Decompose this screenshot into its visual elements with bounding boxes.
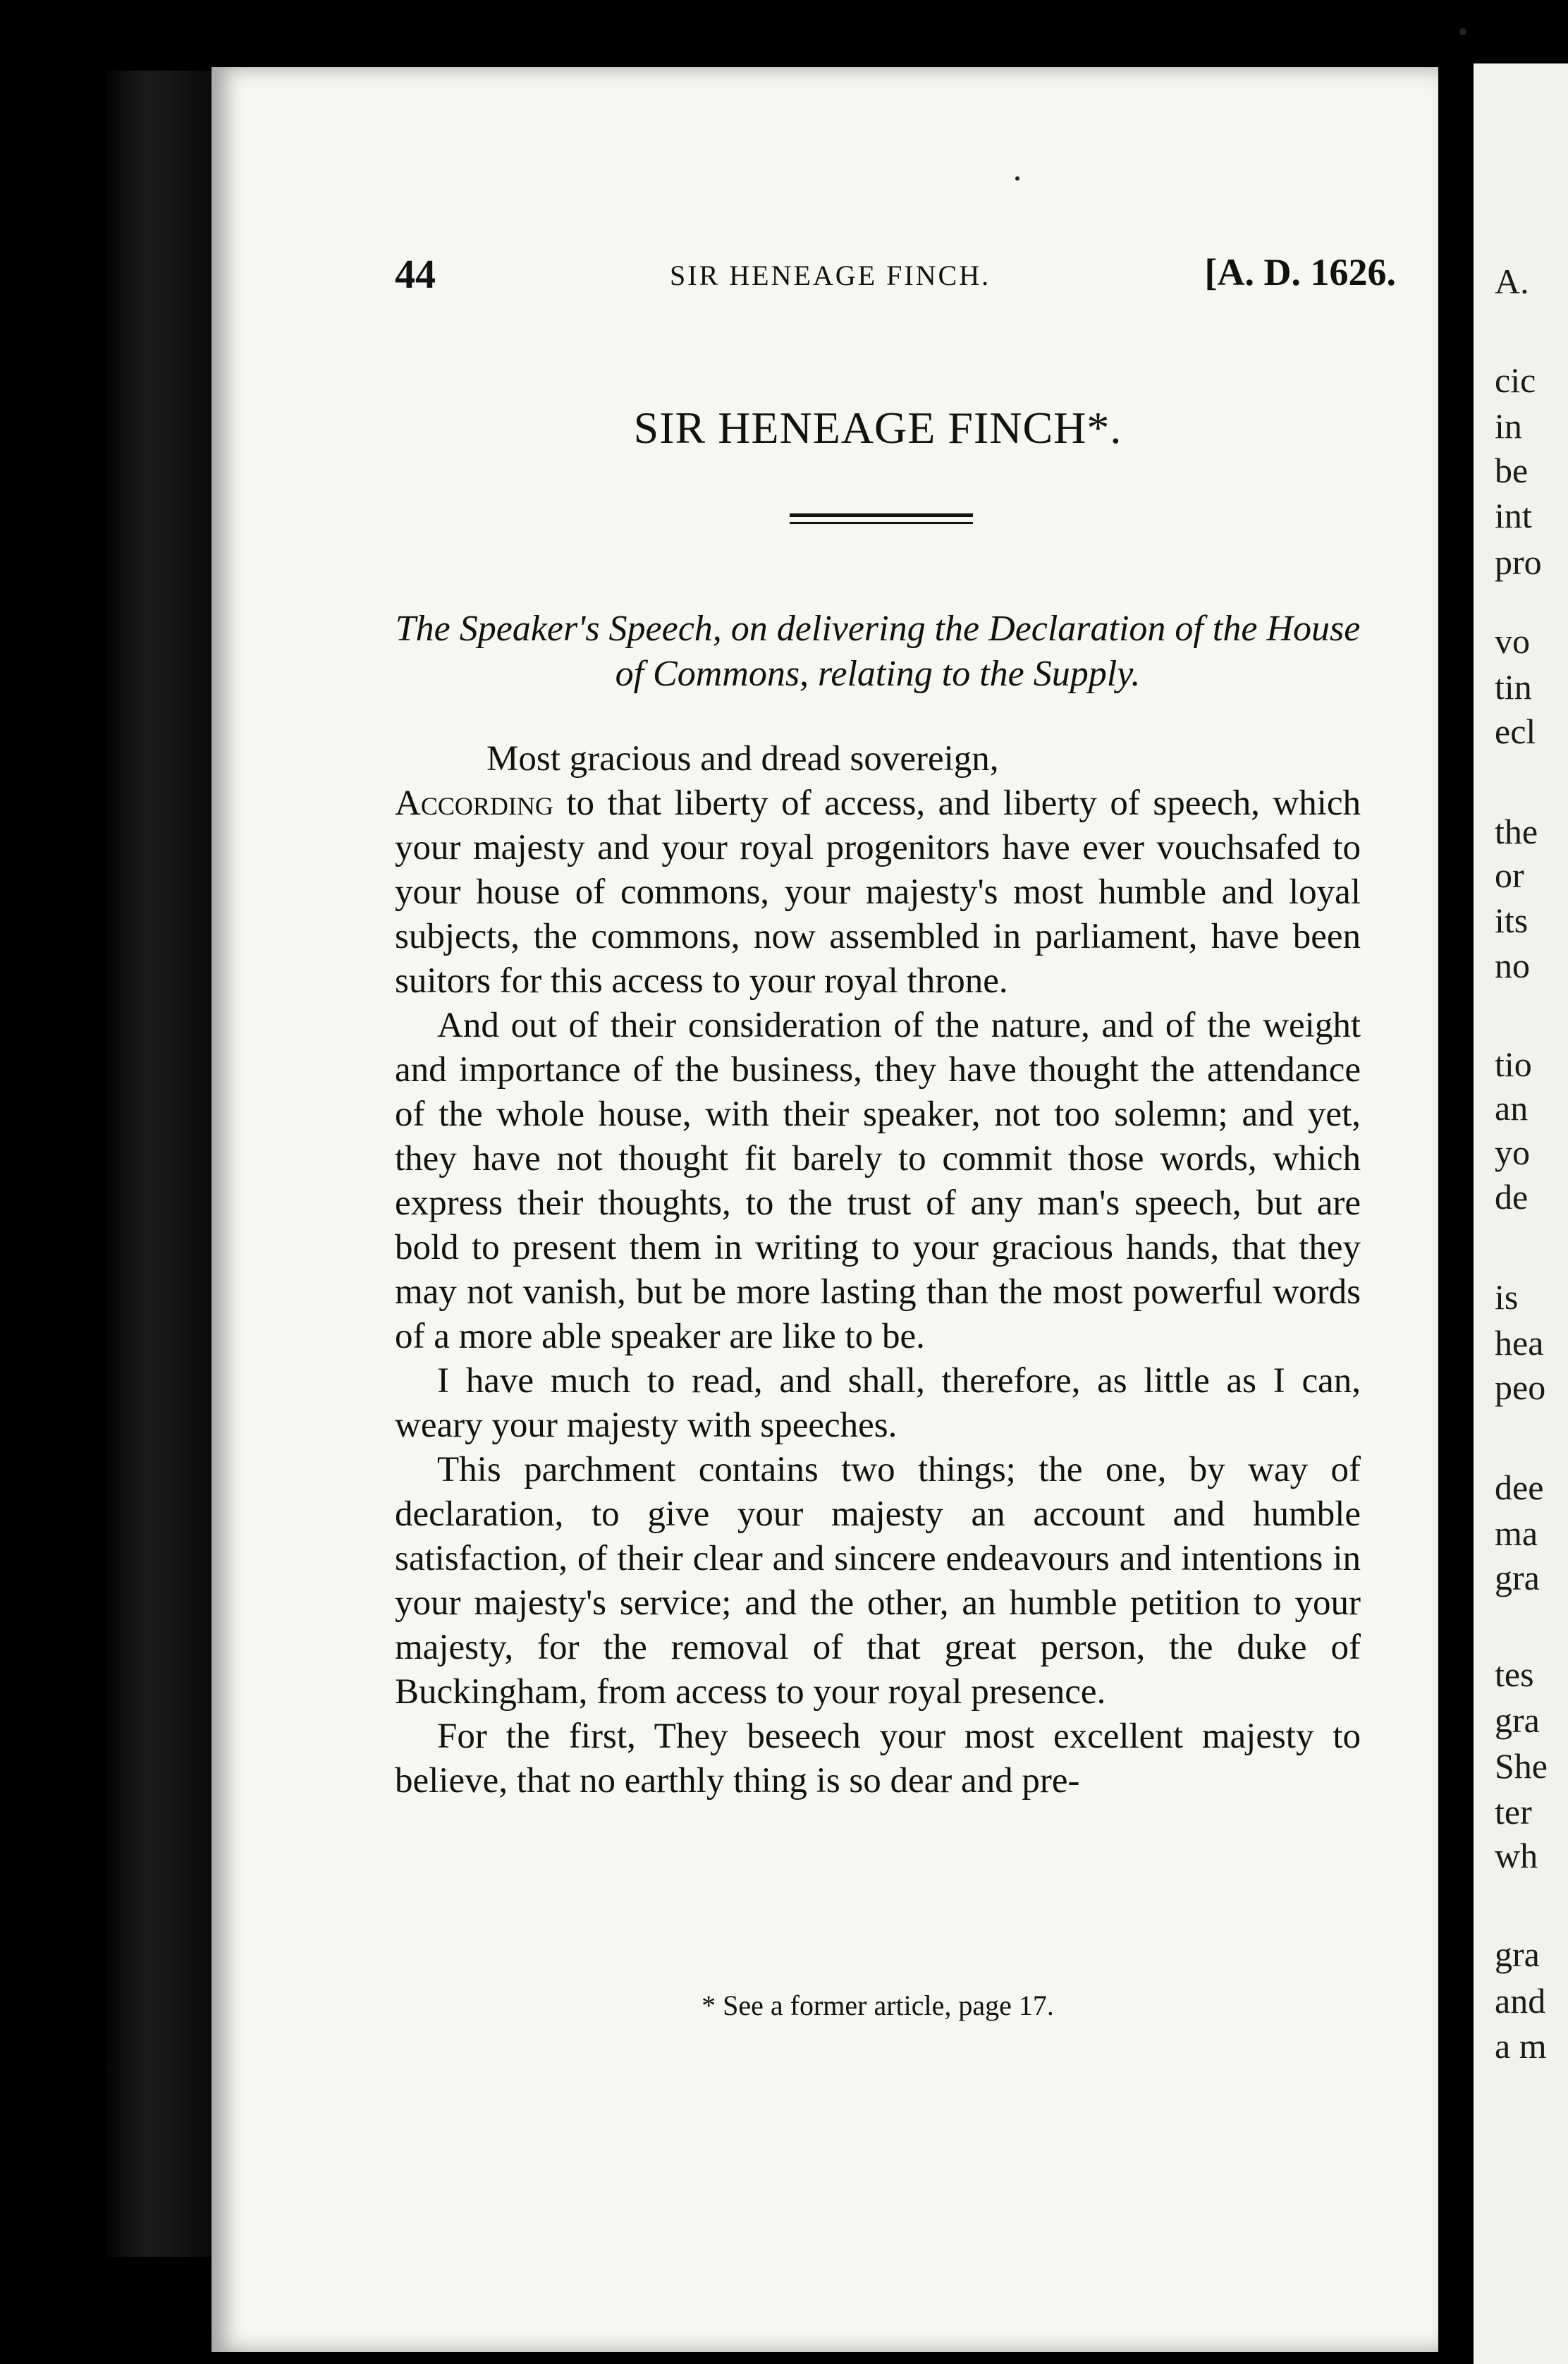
paragraph: I have much to read, and shall, therefore, as little as I can, weary your majesty with speeches. bbox=[395, 1361, 1361, 1445]
section-title: SIR HENEAGE FINCH*. bbox=[633, 403, 1122, 453]
page-number: 44 bbox=[395, 251, 436, 297]
adjacent-page-fragment: and bbox=[1495, 1981, 1546, 2021]
adjacent-page-fragment: She bbox=[1495, 1746, 1548, 1786]
adjacent-page-fragment: pro bbox=[1495, 542, 1542, 582]
paragraph-text: to that liberty of access, and liberty of speech, which your majesty and your royal progenitors have ever vouchsafed to your house of commons, your majesty's most humble and loyal subjects, the commons, now assembled in parliament, have been suitors for this access to your royal throne. bbox=[395, 784, 1361, 1001]
adjacent-page-fragment: dee bbox=[1495, 1468, 1544, 1507]
adjacent-page-fragment: gra bbox=[1495, 1700, 1540, 1740]
body-text bbox=[395, 737, 1361, 1803]
adjacent-page-fragment: tin bbox=[1495, 667, 1532, 707]
adjacent-page-fragment: be bbox=[1495, 451, 1529, 490]
adjacent-page-edge bbox=[1474, 63, 1568, 2364]
page-gutter bbox=[1438, 56, 1474, 2364]
adjacent-page-fragment: or bbox=[1495, 855, 1524, 895]
title-rule-lower bbox=[790, 522, 973, 524]
adjacent-page-fragment: tes bbox=[1495, 1655, 1534, 1694]
paragraph: And out of their consideration of the nature, and of the weight and importance of the business, they have thought the attendance of the whole house, with their speaker, not too solemn; and yet, they have not thought fit barely to commit those words, which express their thoughts, to the trust of any man's speech, but are bold to present them in writing to your gracious hands, that they may not vanish, but be more lasting than the most powerful words of a more able speaker are like to be. bbox=[395, 1006, 1361, 1356]
adjacent-page-fragment: gra bbox=[1495, 1558, 1540, 1597]
adjacent-page-fragment: its bbox=[1495, 901, 1529, 940]
adjacent-page-fragment: A. bbox=[1495, 262, 1529, 301]
adjacent-page-fragment: ma bbox=[1495, 1513, 1538, 1553]
adjacent-page-fragment: an bbox=[1495, 1088, 1529, 1128]
adjacent-page-fragment: is bbox=[1495, 1277, 1519, 1317]
adjacent-page-fragment: no bbox=[1495, 946, 1530, 985]
running-date: [A. D. 1626. bbox=[1204, 251, 1396, 293]
adjacent-page-fragment: a m bbox=[1495, 2026, 1547, 2066]
drop-lead-word: According bbox=[395, 784, 553, 823]
adjacent-page-fragment: peo bbox=[1495, 1367, 1546, 1407]
adjacent-page-fragment: hea bbox=[1495, 1323, 1544, 1363]
adjacent-page-fragment: int bbox=[1495, 496, 1532, 535]
adjacent-page-fragment: cic bbox=[1495, 360, 1536, 400]
adjacent-page-fragment: ter bbox=[1495, 1792, 1532, 1832]
paragraph bbox=[395, 781, 1361, 1004]
adjacent-page-fragment: ecl bbox=[1495, 712, 1536, 751]
adjacent-page-fragment: yo bbox=[1495, 1133, 1530, 1172]
footnote: * See a former article, page 17. bbox=[702, 1990, 1054, 2021]
salutation: Most gracious and dread sovereign, bbox=[486, 739, 999, 779]
scan-speck bbox=[1015, 176, 1019, 181]
adjacent-page-fragment: in bbox=[1495, 406, 1522, 446]
adjacent-page-fragment: gra bbox=[1495, 1935, 1540, 1974]
book-spine bbox=[106, 71, 212, 2257]
adjacent-page-fragment: de bbox=[1495, 1177, 1529, 1217]
adjacent-page-fragment: tio bbox=[1495, 1044, 1532, 1084]
paragraph: This parchment contains two things; the one, by way of declaration, to give your majesty an account and humble satisfaction, of their clear and sincere endeavours and intentions in your majesty's service; and the other, an humble petition to your majesty, for the removal of that great person, the duke of Buckingham, from access to your royal presence. bbox=[395, 1450, 1361, 1712]
adjacent-page-fragment: vo bbox=[1495, 621, 1530, 661]
running-title: SIR HENEAGE FINCH. bbox=[670, 260, 991, 291]
scan-speck bbox=[1459, 28, 1466, 35]
title-rule-upper bbox=[790, 513, 973, 517]
adjacent-page-fragment: the bbox=[1495, 812, 1538, 851]
paragraph: For the first, They beseech your most excellent majesty to believe, that no earthly thing is so dear and pre- bbox=[395, 1717, 1361, 1801]
speech-subtitle: The Speaker's Speech, on delivering the Declaration of the House of Commons, relating to the Supply. bbox=[395, 609, 1361, 694]
running-head bbox=[395, 250, 1417, 300]
adjacent-page-fragment: wh bbox=[1495, 1836, 1538, 1875]
